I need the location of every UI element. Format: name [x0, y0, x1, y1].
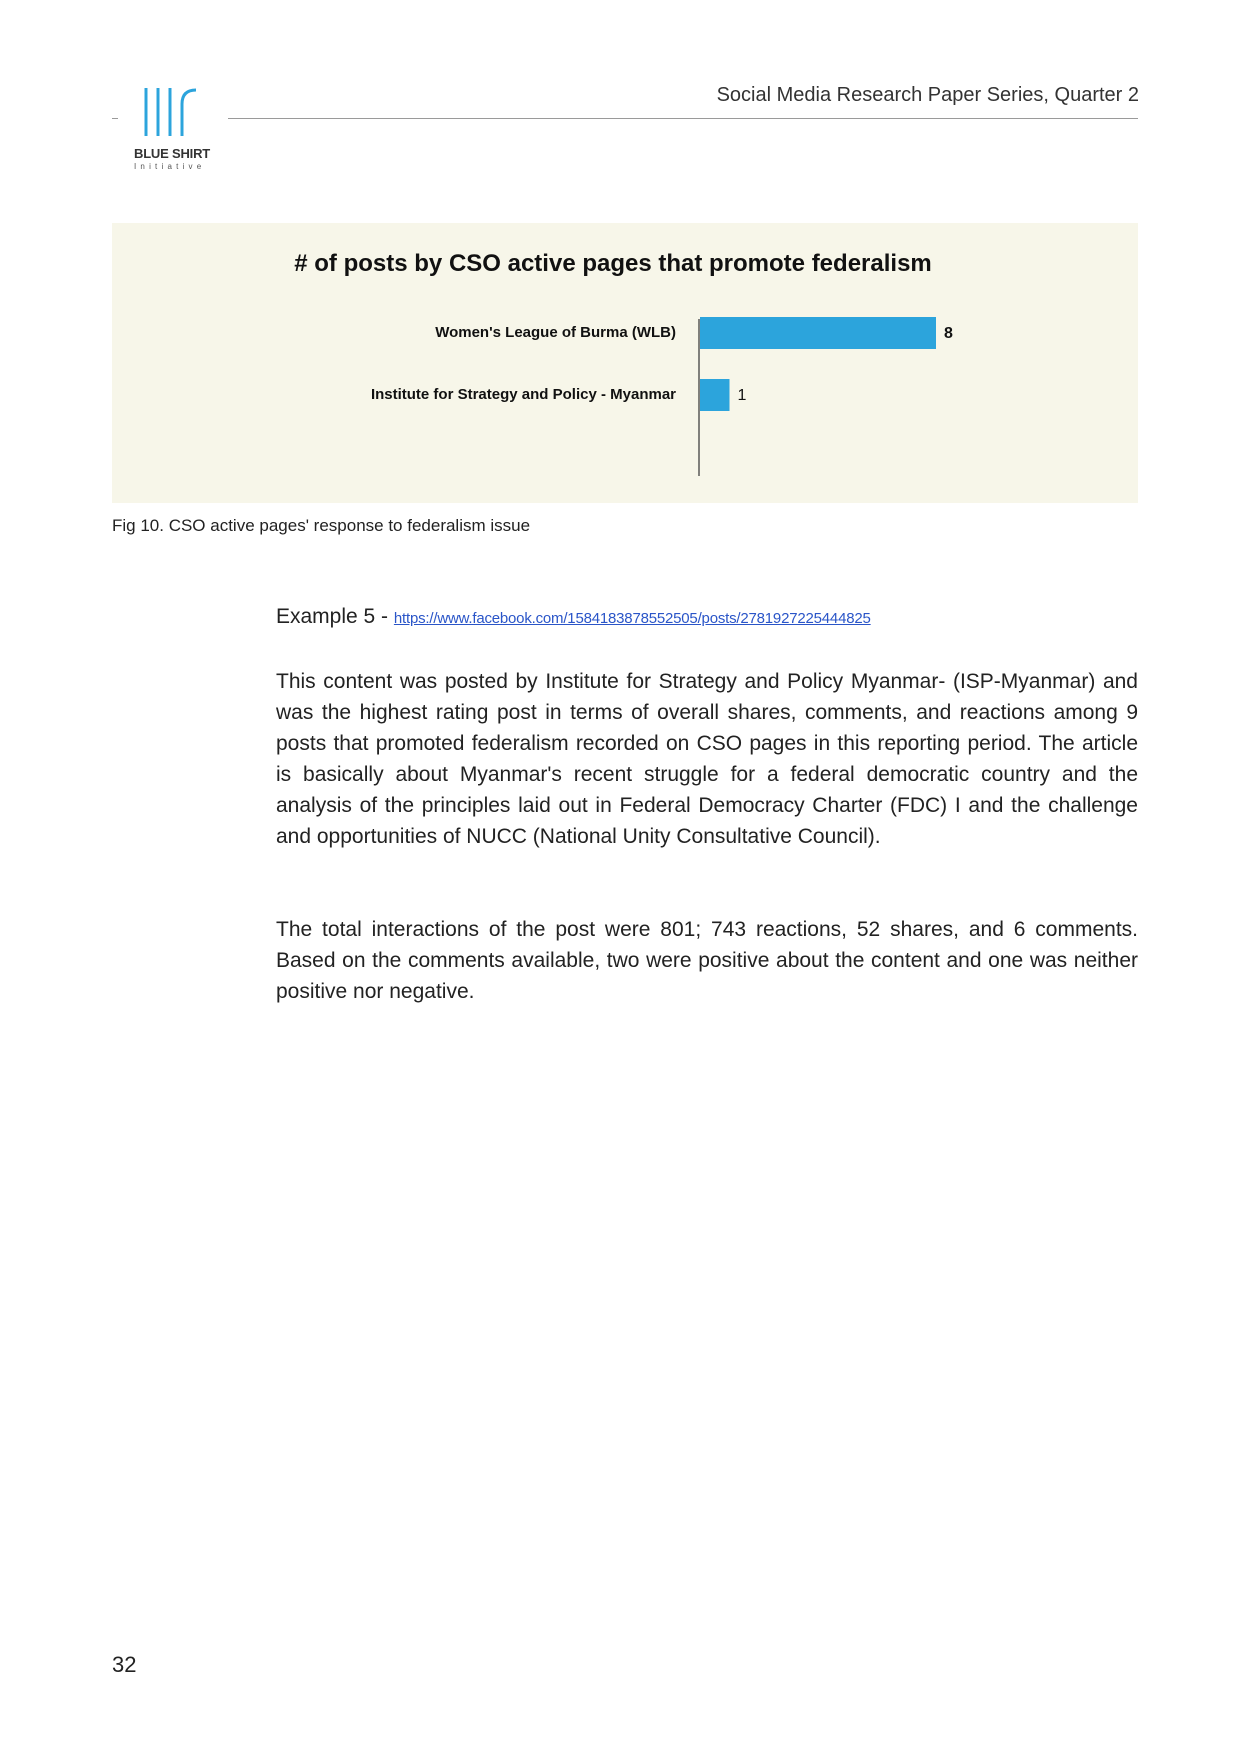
bar — [700, 379, 730, 411]
figure-caption: Fig 10. CSO active pages' response to federalism issue — [112, 516, 531, 535]
page-number: 32 — [112, 1652, 137, 1677]
body-paragraph-1: This content was posted by Institute for Strategy and Policy Myanmar- (ISP-Myanmar) and was the highest rating post in terms of overall shares, comments, and reactions among 9 posts that promoted federalism recorded on CSO pages in this reporting period. The article is basically about Myanmar's recent struggle for a federal democratic country and the analysis of the principles laid out in Federal Democracy Charter (FDC) I and the challenge and opportunities of NUCC (National Unity Consultative Council). — [276, 670, 1138, 848]
bar-chart — [112, 223, 1138, 503]
series-title: Social Media Research Paper Series, Quarter 2 — [716, 84, 1139, 106]
example-label: Example 5 - — [276, 605, 394, 628]
logo-subtitle: Initiative — [134, 162, 206, 171]
data-label: 8 — [944, 325, 953, 342]
data-label: 1 — [737, 387, 747, 404]
blue-shirt-logo — [118, 80, 228, 180]
chart-container — [112, 223, 1138, 503]
logo-name: BLUE SHIRT — [134, 146, 211, 161]
category-label: Women's League of Burma (WLB) — [435, 324, 676, 341]
example-link[interactable]: https://www.facebook.com/1584183878552505/posts/2781927225444825 — [393, 610, 871, 627]
example-line — [276, 605, 871, 629]
chart-title: # of posts by CSO active pages that promote federalism — [294, 250, 932, 277]
category-label: Institute for Strategy and Policy - Myanmar — [370, 386, 676, 403]
columns-logo-icon — [138, 80, 208, 142]
body-paragraph-2: The total interactions of the post were 801; 743 reactions, 52 shares, and 6 comments. Based on the comments available, two were positive about the content and one was neither positive nor negative. — [276, 918, 1138, 1003]
header-rule — [112, 118, 1138, 119]
bar — [700, 317, 936, 349]
